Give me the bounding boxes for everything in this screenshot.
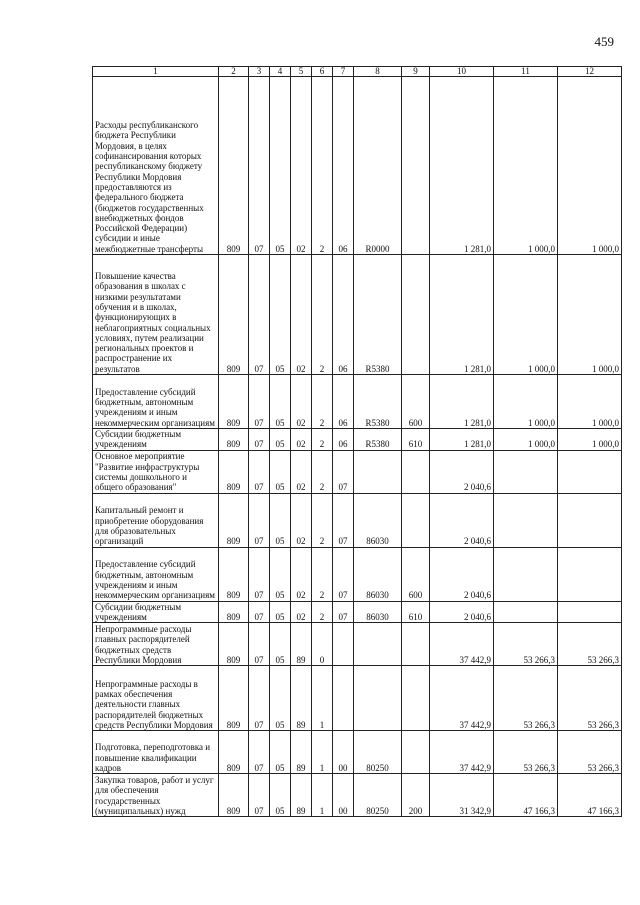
cell-c4: 05 xyxy=(270,774,291,817)
cell-c12: 1 000,0 xyxy=(558,429,622,451)
cell-c3: 07 xyxy=(249,774,270,817)
cell-c10: 1 281,0 xyxy=(430,429,494,451)
cell-c2: 809 xyxy=(219,450,249,493)
cell-c8: 86030 xyxy=(354,493,402,547)
column-header: 8 xyxy=(354,67,402,77)
row-name: Непрограммные расходы главных распорядителей бюджетных средств Республики Мордовия xyxy=(93,623,219,666)
cell-c7: 07 xyxy=(333,493,354,547)
table-row xyxy=(93,493,622,547)
cell-c11: 1 000,0 xyxy=(494,77,558,255)
cell-c12 xyxy=(558,493,622,547)
cell-c7: 07 xyxy=(333,601,354,623)
cell-c3: 07 xyxy=(249,623,270,666)
table-row xyxy=(93,77,622,255)
column-header: 6 xyxy=(312,67,333,77)
header-row xyxy=(93,67,622,77)
cell-c5: 02 xyxy=(291,601,312,623)
row-name: Предоставление субсидий бюджетным, автономным учреждениям и иным некоммерческим организациям xyxy=(93,547,219,601)
cell-c9 xyxy=(402,731,430,774)
cell-c7: 06 xyxy=(333,77,354,255)
cell-c9 xyxy=(402,493,430,547)
column-header: 4 xyxy=(270,67,291,77)
cell-c6: 2 xyxy=(312,493,333,547)
cell-c8: R5380 xyxy=(354,429,402,451)
cell-c3: 07 xyxy=(249,547,270,601)
cell-c10: 1 281,0 xyxy=(430,375,494,429)
cell-c6: 1 xyxy=(312,666,333,731)
cell-c7: 06 xyxy=(333,255,354,375)
cell-c4: 05 xyxy=(270,255,291,375)
cell-c6: 2 xyxy=(312,255,333,375)
cell-c11: 53 266,3 xyxy=(494,731,558,774)
cell-c4: 05 xyxy=(270,666,291,731)
cell-c12: 47 166,3 xyxy=(558,774,622,817)
cell-c4: 05 xyxy=(270,493,291,547)
column-header: 3 xyxy=(249,67,270,77)
cell-c3: 07 xyxy=(249,493,270,547)
cell-c2: 809 xyxy=(219,547,249,601)
cell-c8 xyxy=(354,450,402,493)
column-header: 1 xyxy=(93,67,219,77)
column-header: 2 xyxy=(219,67,249,77)
cell-c12: 53 266,3 xyxy=(558,731,622,774)
cell-c3: 07 xyxy=(249,255,270,375)
cell-c9 xyxy=(402,255,430,375)
cell-c6: 1 xyxy=(312,774,333,817)
cell-c5: 02 xyxy=(291,450,312,493)
cell-c3: 07 xyxy=(249,375,270,429)
cell-c7 xyxy=(333,666,354,731)
cell-c2: 809 xyxy=(219,666,249,731)
table-row xyxy=(93,429,622,451)
cell-c4: 05 xyxy=(270,375,291,429)
cell-c9 xyxy=(402,666,430,731)
cell-c6: 2 xyxy=(312,375,333,429)
cell-c12 xyxy=(558,547,622,601)
cell-c7: 06 xyxy=(333,375,354,429)
cell-c6: 2 xyxy=(312,601,333,623)
cell-c5: 02 xyxy=(291,375,312,429)
cell-c3: 07 xyxy=(249,429,270,451)
column-header: 5 xyxy=(291,67,312,77)
cell-c10: 37 442,9 xyxy=(430,731,494,774)
cell-c12 xyxy=(558,601,622,623)
cell-c3: 07 xyxy=(249,601,270,623)
cell-c5: 02 xyxy=(291,429,312,451)
column-header: 12 xyxy=(558,67,622,77)
table-body xyxy=(93,77,622,817)
cell-c5: 89 xyxy=(291,666,312,731)
cell-c7 xyxy=(333,623,354,666)
table-row xyxy=(93,547,622,601)
cell-c5: 02 xyxy=(291,255,312,375)
cell-c5: 89 xyxy=(291,774,312,817)
cell-c9 xyxy=(402,623,430,666)
cell-c4: 05 xyxy=(270,77,291,255)
cell-c10: 2 040,6 xyxy=(430,493,494,547)
cell-c9: 610 xyxy=(402,429,430,451)
cell-c6: 2 xyxy=(312,429,333,451)
cell-c6: 0 xyxy=(312,623,333,666)
cell-c2: 809 xyxy=(219,255,249,375)
cell-c9: 600 xyxy=(402,375,430,429)
row-name: Непрограммные расходы в рамках обеспечения деятельности главных распорядителей бюджетных средств Республики Мордовия xyxy=(93,666,219,731)
cell-c2: 809 xyxy=(219,623,249,666)
row-name: Расходы республиканского бюджета Республики Мордовия, в целях софинансирования которых республиканскому бюджету Республики Мордовия предоставляются из федерального бюджета (бюджетов государственных внебюджетных фондов Российской Федерации) субсидии и иные межбюджетные трансферты xyxy=(93,77,219,255)
cell-c11 xyxy=(494,601,558,623)
row-name: Основное мероприятие "Развитие инфраструктуры системы дошкольного и общего образования" xyxy=(93,450,219,493)
cell-c4: 05 xyxy=(270,731,291,774)
cell-c3: 07 xyxy=(249,731,270,774)
cell-c9: 610 xyxy=(402,601,430,623)
row-name: Закупка товаров, работ и услуг для обеспечения государственных (муниципальных) нужд xyxy=(93,774,219,817)
cell-c2: 809 xyxy=(219,77,249,255)
cell-c4: 05 xyxy=(270,601,291,623)
cell-c10: 1 281,0 xyxy=(430,255,494,375)
cell-c6: 2 xyxy=(312,547,333,601)
cell-c12 xyxy=(558,450,622,493)
cell-c3: 07 xyxy=(249,450,270,493)
table-row xyxy=(93,601,622,623)
cell-c5: 89 xyxy=(291,731,312,774)
cell-c8: 80250 xyxy=(354,774,402,817)
table-row xyxy=(93,623,622,666)
cell-c2: 809 xyxy=(219,429,249,451)
table-row xyxy=(93,450,622,493)
table-row xyxy=(93,255,622,375)
cell-c2: 809 xyxy=(219,774,249,817)
cell-c10: 2 040,6 xyxy=(430,601,494,623)
cell-c5: 02 xyxy=(291,77,312,255)
cell-c7: 07 xyxy=(333,547,354,601)
cell-c12: 1 000,0 xyxy=(558,375,622,429)
cell-c9: 600 xyxy=(402,547,430,601)
cell-c10: 2 040,6 xyxy=(430,547,494,601)
cell-c11: 47 166,3 xyxy=(494,774,558,817)
table-row xyxy=(93,666,622,731)
cell-c9 xyxy=(402,450,430,493)
cell-c12: 53 266,3 xyxy=(558,666,622,731)
row-name: Субсидии бюджетным учреждениям xyxy=(93,601,219,623)
cell-c8: R5380 xyxy=(354,255,402,375)
cell-c8 xyxy=(354,623,402,666)
cell-c12: 1 000,0 xyxy=(558,77,622,255)
row-name: Субсидии бюджетным учреждениям xyxy=(93,429,219,451)
cell-c11: 1 000,0 xyxy=(494,429,558,451)
cell-c8 xyxy=(354,666,402,731)
cell-c10: 37 442,9 xyxy=(430,666,494,731)
cell-c11: 1 000,0 xyxy=(494,255,558,375)
row-name: Повышение качества образования в школах с низкими результатами обучения и в школах, функционирующих в неблагоприятных социальных условиях, путем реализации региональных проектов и распространение их результатов xyxy=(93,255,219,375)
cell-c3: 07 xyxy=(249,666,270,731)
cell-c2: 809 xyxy=(219,493,249,547)
cell-c10: 1 281,0 xyxy=(430,77,494,255)
cell-c6: 2 xyxy=(312,450,333,493)
column-header: 10 xyxy=(430,67,494,77)
cell-c5: 02 xyxy=(291,547,312,601)
cell-c9 xyxy=(402,77,430,255)
cell-c12: 53 266,3 xyxy=(558,623,622,666)
column-header: 11 xyxy=(494,67,558,77)
cell-c8: 80250 xyxy=(354,731,402,774)
row-name: Предоставление субсидий бюджетным, автономным учреждениям и иным некоммерческим организациям xyxy=(93,375,219,429)
cell-c10: 37 442,9 xyxy=(430,623,494,666)
cell-c8: R0000 xyxy=(354,77,402,255)
cell-c7: 00 xyxy=(333,731,354,774)
cell-c7: 06 xyxy=(333,429,354,451)
cell-c8: 86030 xyxy=(354,601,402,623)
cell-c3: 07 xyxy=(249,77,270,255)
cell-c12: 1 000,0 xyxy=(558,255,622,375)
cell-c5: 89 xyxy=(291,623,312,666)
cell-c9: 200 xyxy=(402,774,430,817)
table-row xyxy=(93,731,622,774)
page-number: 459 xyxy=(594,34,614,49)
table-row xyxy=(93,375,622,429)
cell-c2: 809 xyxy=(219,601,249,623)
cell-c7: 07 xyxy=(333,450,354,493)
cell-c6: 1 xyxy=(312,731,333,774)
cell-c4: 05 xyxy=(270,623,291,666)
cell-c2: 809 xyxy=(219,375,249,429)
cell-c11 xyxy=(494,493,558,547)
cell-c4: 05 xyxy=(270,450,291,493)
cell-c11 xyxy=(494,547,558,601)
cell-c11 xyxy=(494,450,558,493)
cell-c7: 00 xyxy=(333,774,354,817)
row-name: Капитальный ремонт и приобретение оборудования для образовательных организаций xyxy=(93,493,219,547)
cell-c11: 1 000,0 xyxy=(494,375,558,429)
row-name: Подготовка, переподготовка и повышение квалификации кадров xyxy=(93,731,219,774)
cell-c4: 05 xyxy=(270,429,291,451)
cell-c10: 2 040,6 xyxy=(430,450,494,493)
budget-table xyxy=(92,66,622,817)
column-header: 9 xyxy=(402,67,430,77)
cell-c10: 31 342,9 xyxy=(430,774,494,817)
cell-c6: 2 xyxy=(312,77,333,255)
table-row xyxy=(93,774,622,817)
cell-c11: 53 266,3 xyxy=(494,666,558,731)
cell-c8: R5380 xyxy=(354,375,402,429)
cell-c2: 809 xyxy=(219,731,249,774)
cell-c5: 02 xyxy=(291,493,312,547)
cell-c4: 05 xyxy=(270,547,291,601)
cell-c8: 86030 xyxy=(354,547,402,601)
cell-c11: 53 266,3 xyxy=(494,623,558,666)
column-header: 7 xyxy=(333,67,354,77)
